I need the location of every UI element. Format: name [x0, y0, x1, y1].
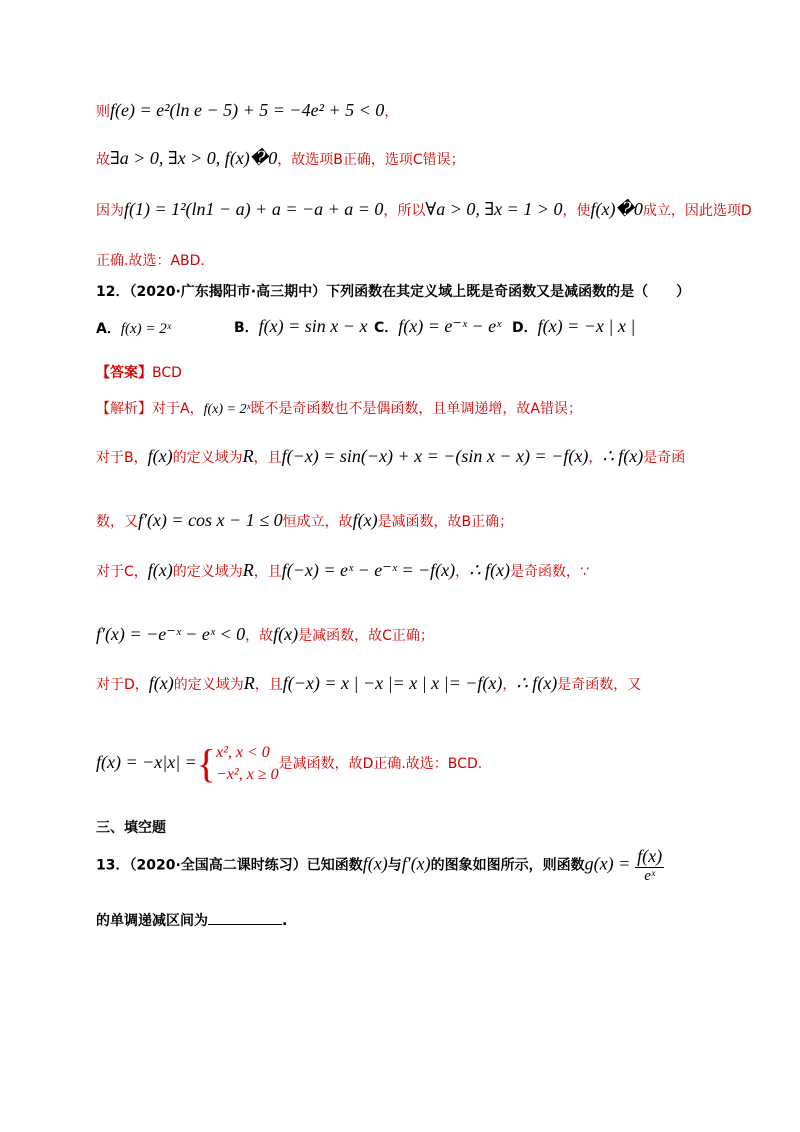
- answer-label: 【答案】: [96, 365, 152, 381]
- piecewise-brace: {: [196, 741, 216, 786]
- analysis-b-line2: 数，又f′(x) = cos x − 1 ≤ 0恒成立，故f(x)是减函数，故B正确；: [96, 510, 514, 530]
- solution-line-2: 故∃a > 0, ∃x > 0, f(x)�0，故选项B正确，选项C错误；: [96, 148, 465, 168]
- solution-line-4: 正确.故选：ABD.: [96, 253, 205, 269]
- answer-value: BCD: [152, 365, 182, 381]
- analysis-d-line2: f(x) = −x|x| ={ x², x < 0 −x², x ≥ 0 是减函数，故D正确.故选：BCD.: [96, 741, 483, 786]
- answer-line: [96, 362, 740, 382]
- q12-stem: 12．（2020·广东揭阳市·高三期中）下列函数在其定义域上既是奇函数又是减函数的是（ ）: [96, 284, 691, 300]
- answer-blank[interactable]: [208, 924, 282, 925]
- math-forall: ∀a > 0, ∃x = 1 > 0: [425, 199, 563, 219]
- q12-option-b[interactable]: B．f(x) = sin x − x: [234, 316, 368, 336]
- q13-line2: 的单调递减区间为 .: [96, 913, 288, 929]
- math-fe: f(e) = e²(ln e − 5) + 5 = −4e² + 5 < 0: [110, 100, 385, 120]
- analysis-a: 【解析】对于A，f(x) = 2ˣ既不是奇函数也不是偶函数，且单调递增，故A错误；: [96, 401, 582, 417]
- fraction: $\frac{f(x)}{\text{eˣ}}$: [637, 846, 663, 884]
- analysis-b-line1: 对于B，f(x)的定义域为R，且f(−x) = sin(−x) + x = −(sin x − x) = −f(x)，∴ f(x)是奇函: [96, 446, 686, 466]
- piecewise-lhs: f(x) = −x|x| =: [96, 752, 197, 772]
- analysis-c-line1: 对于C，f(x)的定义域为R，且f(−x) = eˣ − e⁻ˣ = −f(x)，∴ f(x)是奇函数，∵: [96, 560, 589, 580]
- solution-line-3: 因为f(1) = 1²(ln1 − a) + a = −a + a = 0，所以∀a > 0, ∃x = 1 > 0，使f(x)�0成立，因此选项D: [96, 199, 752, 219]
- section-heading: 三、填空题: [96, 820, 166, 836]
- q12-option-c[interactable]: C．f(x) = e⁻ˣ − eˣ: [374, 316, 502, 336]
- q12-option-a[interactable]: A．f(x) = 2ˣ: [96, 321, 172, 337]
- piecewise-cases: x², x < 0 −x², x ≥ 0: [216, 744, 279, 783]
- math-exists: ∃a > 0, ∃x > 0, f(x)�0: [110, 148, 278, 168]
- solution-line-1: 则f(e) = e²(ln e − 5) + 5 = −4e² + 5 < 0，: [96, 100, 399, 120]
- q13-stem: 13．（2020·全国高二课时练习）已知函数f(x)与f′(x)的图象如图所示，则函数g(x) = $\frac{f(x)}{\text{eˣ}}$: [96, 846, 663, 884]
- analysis-d-line1: 对于D，f(x)的定义域为R，且f(−x) = x | −x |= x | x |= −f(x)，∴ f(x)是奇函数，又: [96, 673, 642, 693]
- math-fx-cond: f(x)�0: [590, 199, 643, 219]
- math-f1: f(1) = 1²(ln1 − a) + a = −a + a = 0: [124, 199, 384, 219]
- analysis-c-line2: f′(x) = −e⁻ˣ − eˣ < 0，故f(x)是减函数，故C正确；: [96, 624, 434, 644]
- q12-option-d[interactable]: D．f(x) = −x | x |: [512, 316, 636, 336]
